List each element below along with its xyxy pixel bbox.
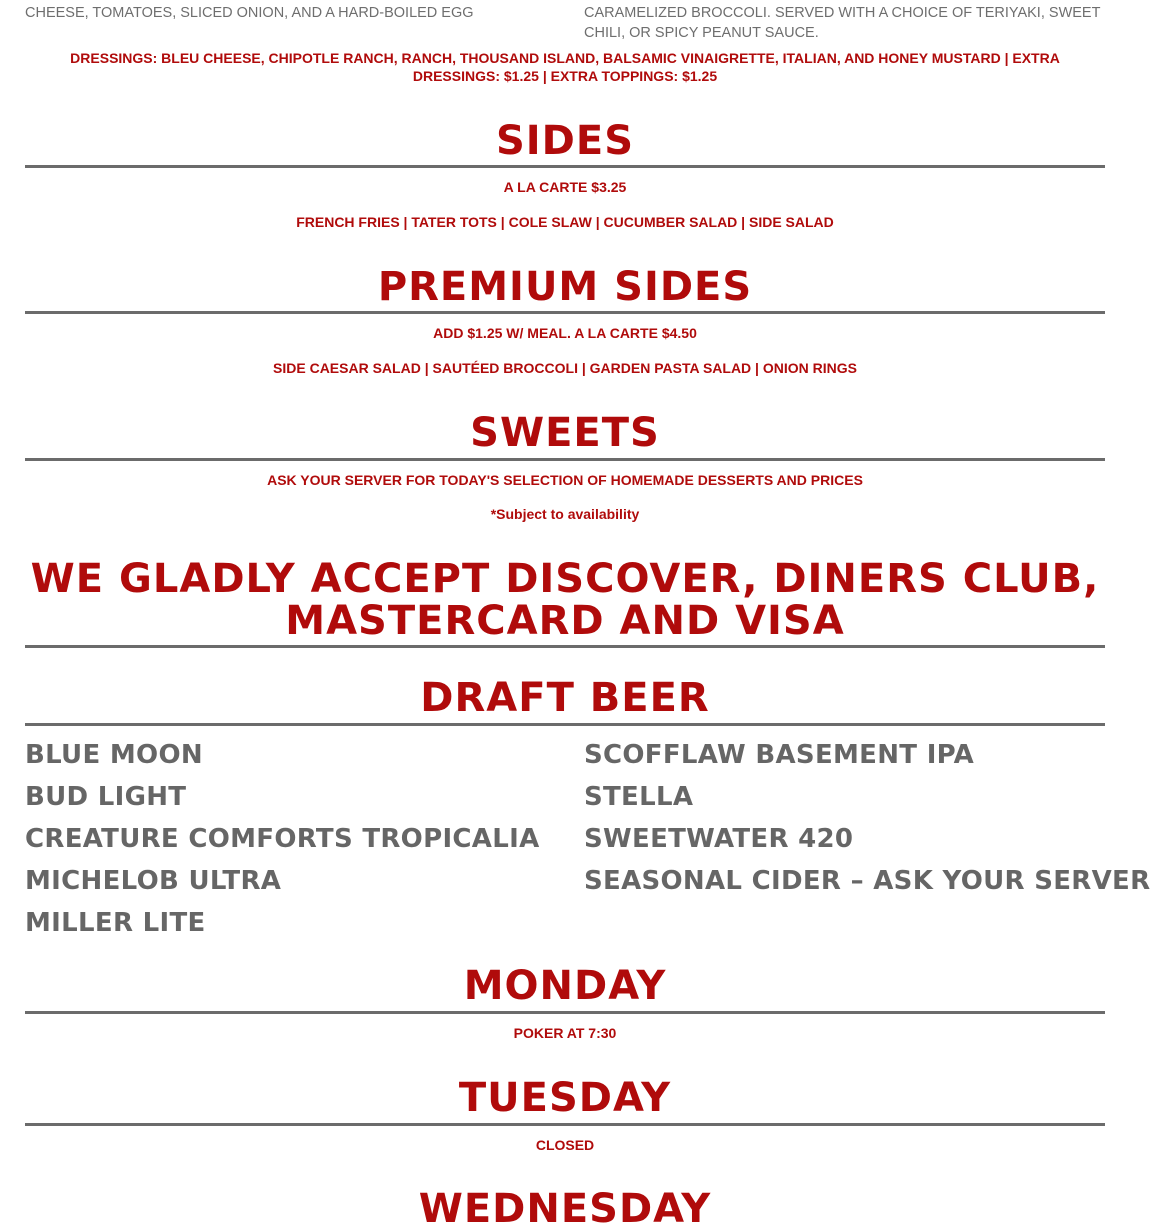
beer-item: MILLER LITE	[25, 908, 206, 938]
section-title-monday: MONDAY	[463, 963, 667, 1009]
tuesday-note: CLOSED	[535, 1137, 595, 1153]
payment-line-1: WE GLADLY ACCEPT DISCOVER, DINERS CLUB,	[30, 556, 1100, 602]
dressings-note: DRESSINGS: BLEU CHEESE, CHIPOTLE RANCH, RANCH, THOUSAND ISLAND, BALSAMIC VINAIGRETTE, ITALIAN, AND HONEY MUSTARD | EXTRA DRESSINGS: $1.25 | EXTRA TOPPINGS: $1.25	[70, 50, 1060, 84]
section-title-wednesday: WEDNESDAY	[418, 1186, 712, 1232]
section-divider	[25, 1011, 1105, 1014]
sides-price: A LA CARTE $3.25	[503, 179, 627, 195]
beer-item: SEASONAL CIDER – ASK YOUR SERVER	[584, 866, 1150, 896]
section-divider	[25, 165, 1105, 168]
salad-left-description: CHEESE, TOMATOES, SLICED ONION, AND A HARD-BOILED EGG	[25, 5, 474, 21]
beer-item: BLUE MOON	[25, 740, 203, 770]
beer-item: BUD LIGHT	[25, 782, 187, 812]
availability-note: *Subject to availability	[490, 506, 640, 522]
payment-line-2: MASTERCARD AND VISA	[285, 598, 845, 644]
premium-sides-price: ADD $1.25 W/ MEAL. A LA CARTE $4.50	[433, 325, 697, 341]
sides-items: FRENCH FRIES | TATER TOTS | COLE SLAW | CUCUMBER SALAD | SIDE SALAD	[296, 214, 834, 230]
beer-item: STELLA	[584, 782, 694, 812]
section-divider	[25, 458, 1105, 461]
beer-item: MICHELOB ULTRA	[25, 866, 282, 896]
beer-item: CREATURE COMFORTS TROPICALIA	[25, 824, 540, 854]
section-divider	[25, 723, 1105, 726]
section-title-sides: SIDES	[495, 118, 635, 164]
section-divider	[25, 645, 1105, 648]
sweets-note: ASK YOUR SERVER FOR TODAY'S SELECTION OF HOMEMADE DESSERTS AND PRICES	[267, 472, 863, 488]
monday-note: POKER AT 7:30	[513, 1025, 617, 1041]
beer-item: SCOFFLAW BASEMENT IPA	[584, 740, 975, 770]
salad-right-description: CARAMELIZED BROCCOLI. SERVED WITH A CHOICE OF TERIYAKI, SWEET CHILI, OR SPICY PEANUT SAUCE.	[584, 5, 1101, 41]
section-title-tuesday: TUESDAY	[458, 1075, 672, 1121]
section-title-draft-beer: DRAFT BEER	[420, 675, 710, 721]
section-divider	[25, 311, 1105, 314]
beer-item: SWEETWATER 420	[584, 824, 854, 854]
premium-sides-items: SIDE CAESAR SALAD | SAUTÉED BROCCOLI | GARDEN PASTA SALAD | ONION RINGS	[273, 360, 857, 376]
section-title-sweets: SWEETS	[470, 410, 660, 456]
section-divider	[25, 1123, 1105, 1126]
section-title-premium-sides: PREMIUM SIDES	[377, 264, 753, 310]
